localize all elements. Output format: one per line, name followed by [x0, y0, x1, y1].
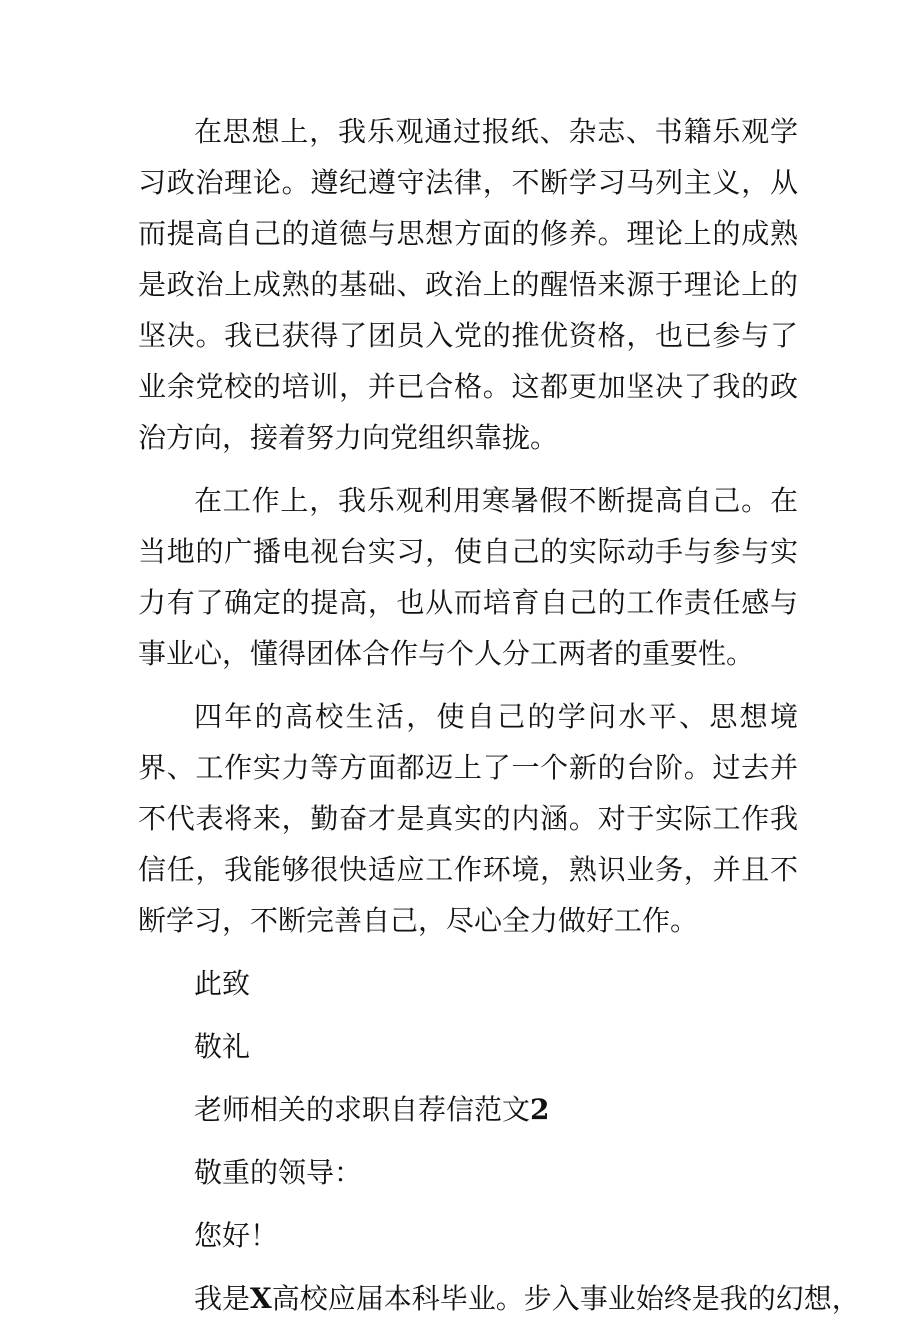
salutation: 敬重的领导： — [194, 1156, 363, 1189]
closing-line-2: 敬礼 — [194, 1030, 251, 1063]
paragraph-work: 在工作上，我乐观利用寒暑假不断提高自己。在当地的广播电视台实习，使自己的实际动手与参与实力有了确定的提高，也从而培育自己的工作责任感与事业心，懂得团体合作与个人分工两者的重要性。 — [138, 484, 798, 670]
paragraph-ideology: 在思想上，我乐观通过报纸、杂志、书籍乐观学习政治理论。遵纪遵守法律，不断学习马列主义，从而提高自己的道德与思想方面的修养。理论上的成熟是政治上成熟的基础、政治上的醒悟来源于理论上的坚决。我已获得了团员入党的推优资格，也已参与了业余党校的培训，并已合格。这都更加坚决了我的政治方向，接着努力向党组织靠拢。 — [138, 115, 798, 454]
closing-line-1: 此致 — [194, 967, 251, 1000]
opening-line — [138, 1273, 860, 1324]
opening-rest: 高校应届本科毕业。步入事业始终是我的幻想， — [271, 1282, 860, 1315]
opening-x: X — [250, 1282, 272, 1315]
paragraph-university-life: 四年的高校生活，使自己的学问水平、思想境界、工作实力等方面都迈上了一个新的台阶。过去并不代表将来，勤奋才是真实的内涵。对于实际工作我信任，我能够很快适应工作环境，熟识业务，并且不断学习，不断完善自己，尽心全力做好工作。 — [138, 700, 798, 937]
section-title — [138, 1084, 798, 1135]
greeting: 您好！ — [194, 1219, 279, 1252]
letter-body — [138, 106, 860, 1336]
section-title-number: 2 — [530, 1093, 550, 1126]
opening-prefix: 我是 — [194, 1282, 251, 1315]
section-title-text: 老师相关的求职自荐信范文 — [194, 1093, 531, 1126]
